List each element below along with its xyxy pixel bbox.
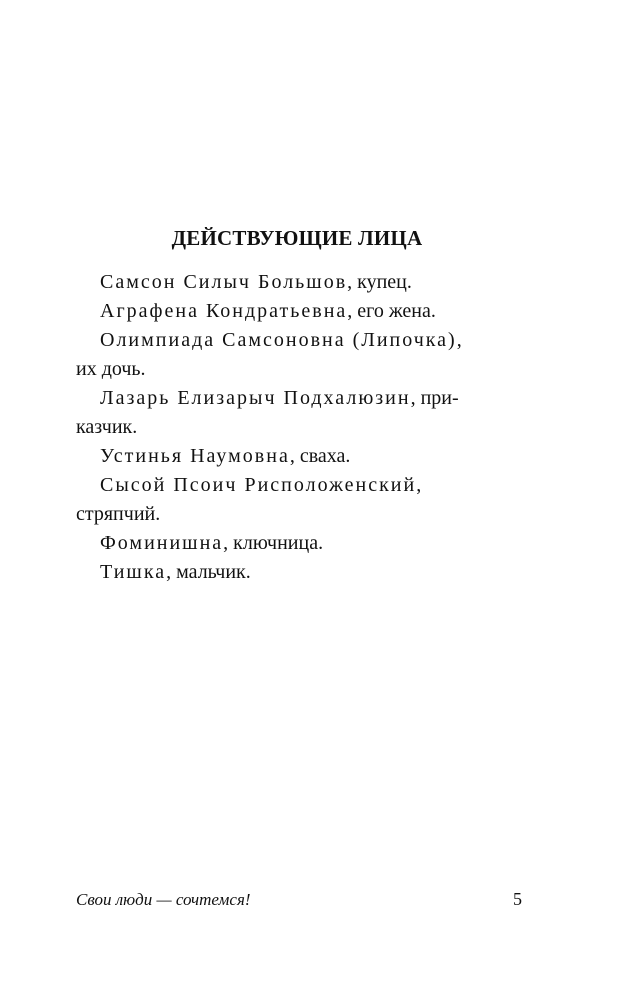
character-name: Аграфена Кондратьевна [100, 300, 348, 322]
character-description: , при- [410, 387, 459, 409]
character-name: Сысой Псоич Рисположенский [100, 474, 417, 496]
character-description: , мальчик. [166, 561, 251, 583]
cast-entry [76, 471, 521, 529]
cast-entry-line [76, 529, 521, 558]
cast-entry-line [76, 384, 521, 413]
running-footer-title: Свои люди — сочтемся! [76, 890, 251, 909]
cast-entry [76, 297, 521, 326]
cast-list [76, 268, 521, 587]
cast-entry [76, 442, 521, 471]
character-name: Олимпиада Самсоновна (Липочка) [100, 329, 457, 351]
cast-entry [76, 558, 521, 587]
cast-entry [76, 326, 521, 384]
character-description: , сваха. [289, 445, 351, 467]
page-number: 5 [513, 889, 522, 909]
character-name: Устинья Наумовна [100, 445, 290, 467]
character-description-continuation: их дочь. [76, 358, 146, 380]
cast-entry [76, 529, 521, 558]
character-description: , его жена. [347, 300, 436, 322]
cast-entry [76, 268, 521, 297]
cast-heading: ДЕЙСТВУЮЩИЕ ЛИЦА [171, 226, 423, 250]
character-name: Фоминишна [100, 532, 224, 554]
cast-entry-line [76, 558, 521, 587]
cast-entry-line [76, 297, 521, 326]
character-name: Тишка [100, 561, 167, 583]
character-name: Лазарь Елизарыч Подхалюзин [100, 387, 411, 409]
character-name: Самсон Силыч Большов [100, 271, 348, 293]
cast-entry [76, 384, 521, 442]
cast-entry-line [76, 471, 521, 500]
character-description-continuation: казчик. [76, 416, 138, 438]
cast-entry-line [76, 326, 521, 355]
character-description: , купец. [347, 271, 412, 293]
character-description: , [456, 329, 462, 351]
character-description: , [416, 474, 422, 496]
cast-entry-line [76, 442, 521, 471]
character-description: , ключница. [223, 532, 324, 554]
cast-entry-line [76, 268, 521, 297]
character-description-continuation: стряпчий. [76, 503, 161, 525]
